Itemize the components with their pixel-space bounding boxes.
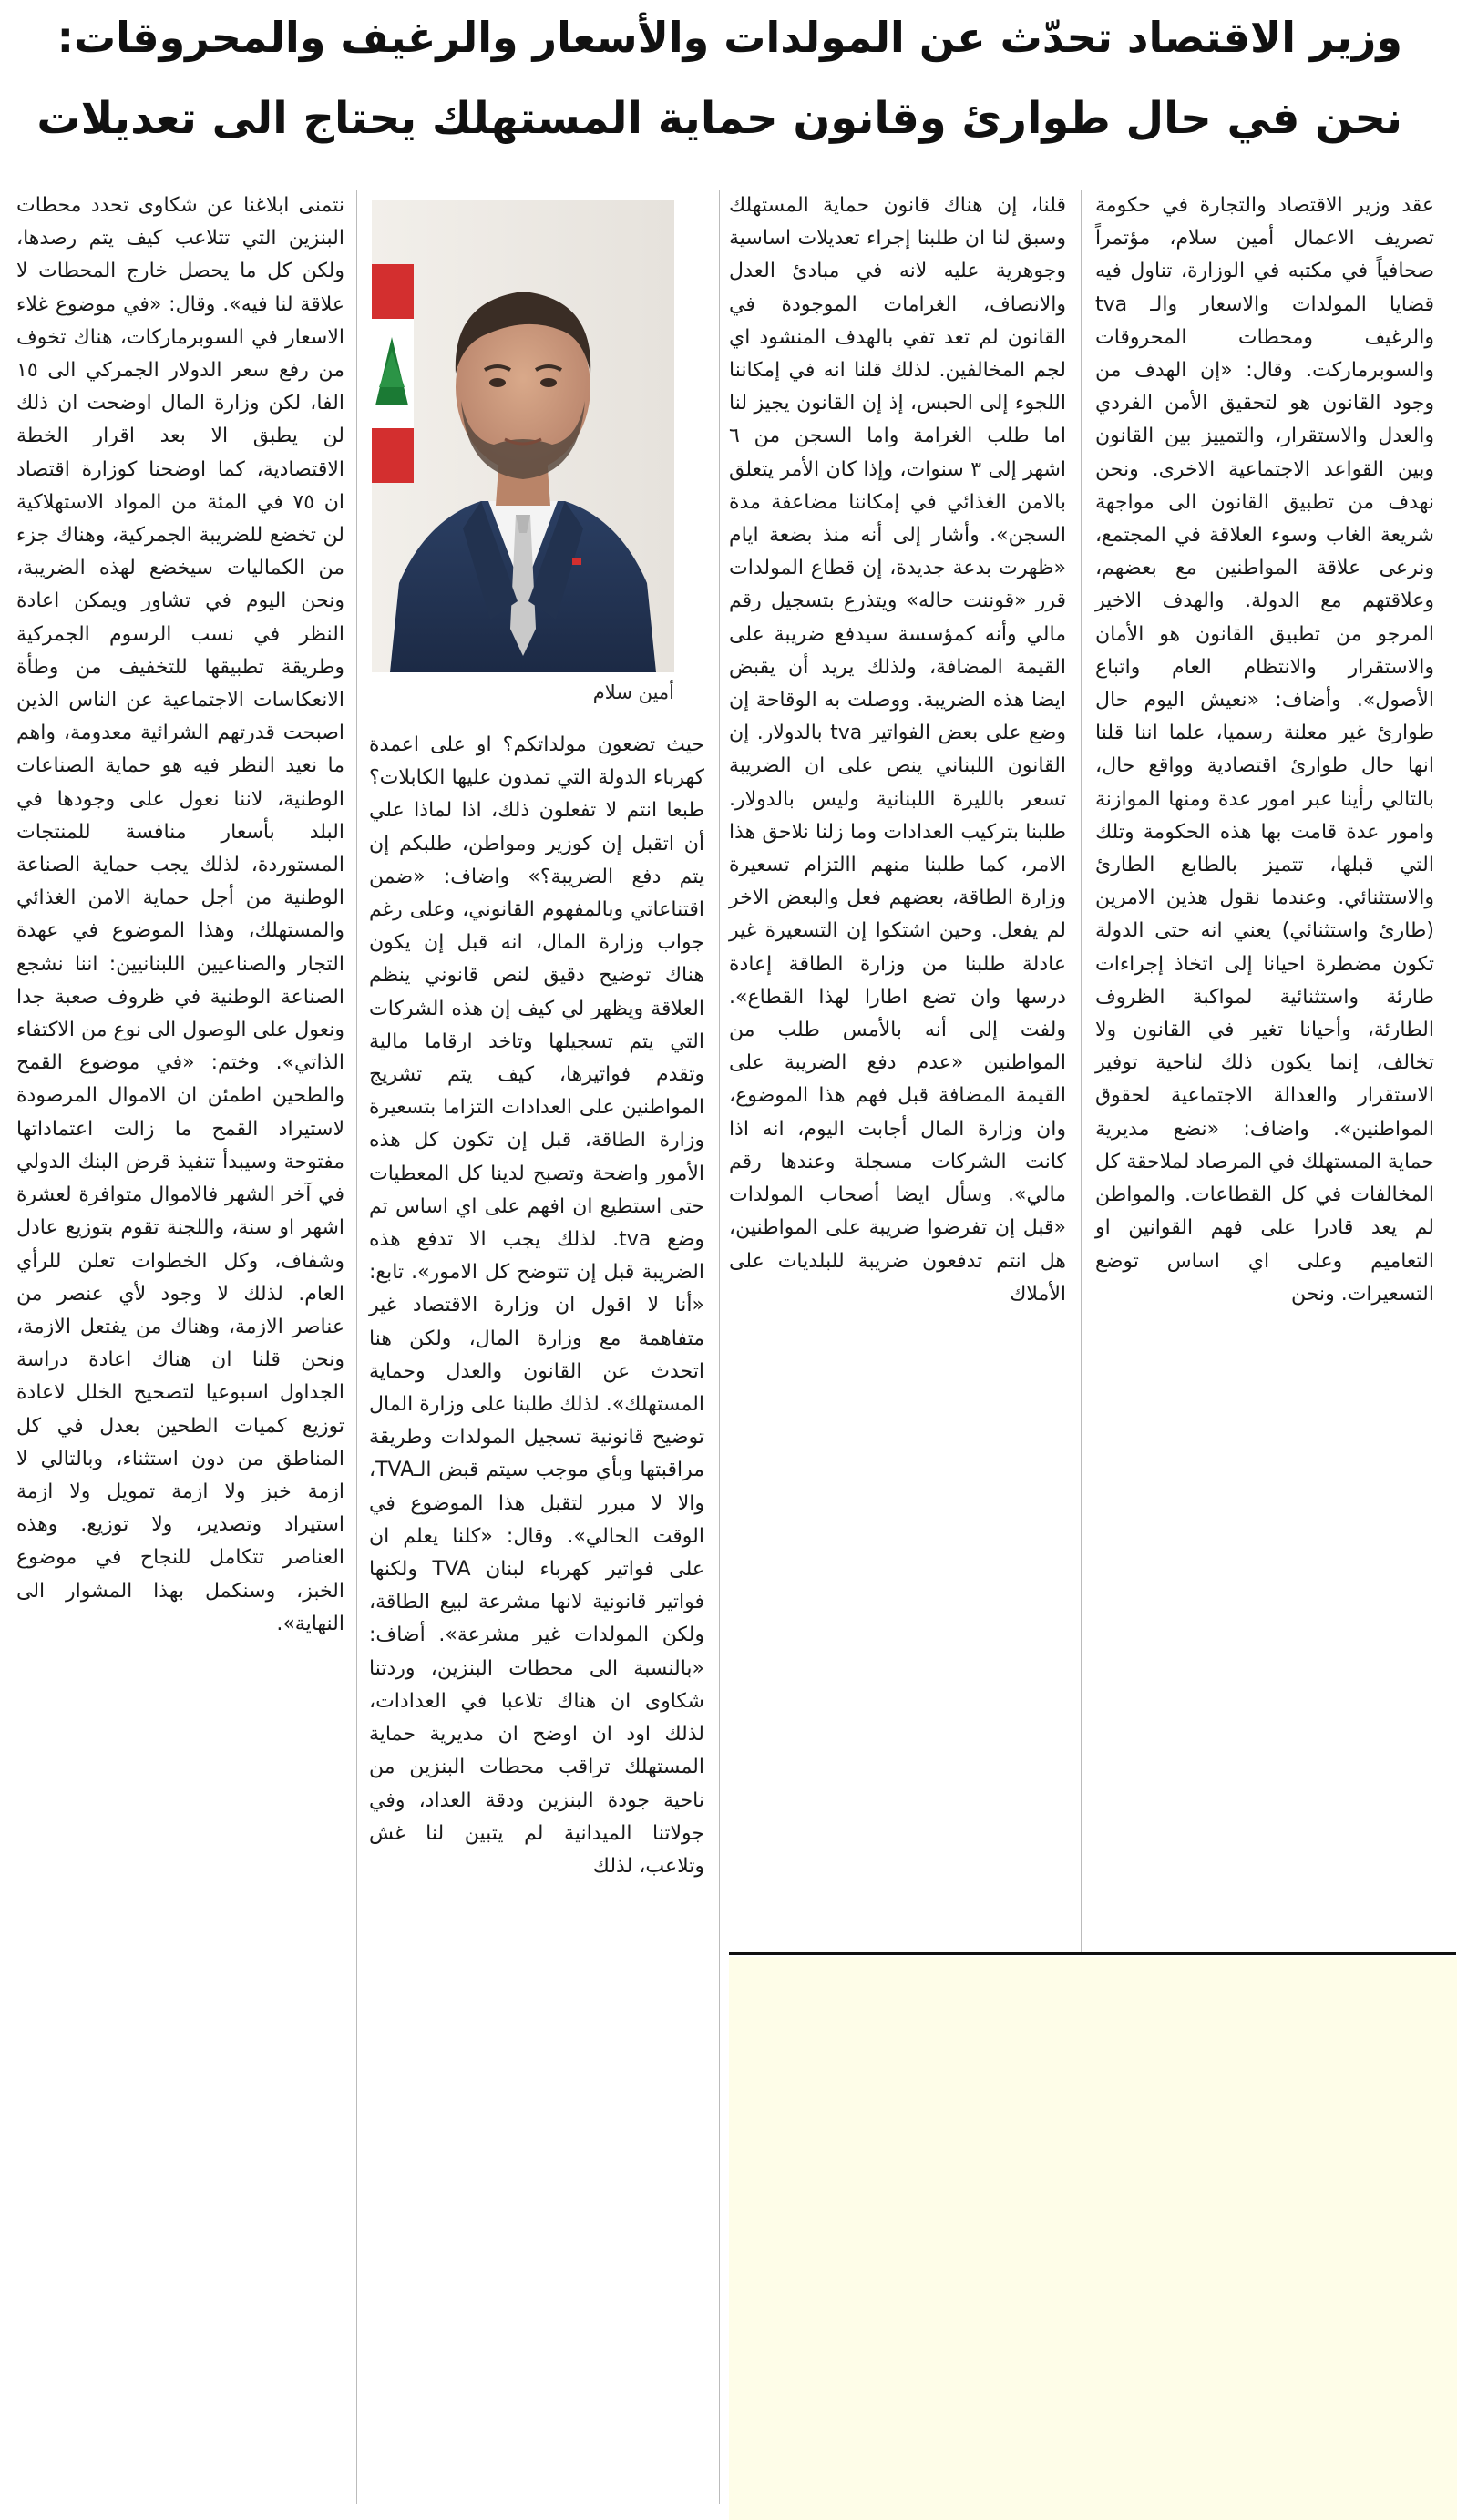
minister-portrait-photo — [372, 200, 674, 672]
photo-caption: أمين سلام — [592, 681, 674, 703]
article-column-4: نتمنى ابلاغنا عن شكاوى تحدد محطات البنزين التي تتلاعب كيف يتم رصدها، ولكن كل ما يحصل خارج المحطات لا علاقة لنا فيه». وقال: «في موضوع غلاء الاسعار في السوبرماركات، هناك تخوف من رفع سعر الدولار الجمركي الى ١٥ الفا، لكن وزارة المال اوضحت ان ذلك لن يطبق الا بعد اقرار الخطة الاقتصادية، كما اوضحنا كوزارة اقتصاد ان ٧٥ في المئة من المواد الاستهلاكية لن تخضع للضريبة الجمركية، وهناك جزء من الكماليات سيخضع لهذه الضريبة، ونحن اليوم في تشاور ويمكن اعادة النظر في نسب الرسوم الجمركية وطريقة تطبيقها للتخفيف من وطأة الانعكاسات الاجتماعية عن الناس الذين اصبحت قدرتهم الشرائية معدومة، واهم ما نعيد النظر فيه هو حماية الصناعات الوطنية، لاننا نعول على وجودها في البلد بأسعار منافسة للمنتجات المستوردة، لذلك يجب حماية الصناعة الوطنية من أجل حماية الامن الغذائي والمستهلك، وهذا الموضوع في عهدة التجار والصناعيين اللبنانيين: اننا نشجع الصناعة الوطنية في ظروف صعبة جدا ونعول على الوصول الى نوع من الاكتفاء الذاتي». وختم: «في موضوع القمح والطحين اطمئن ان الاموال المرصودة لاستيراد القمح ما زالت اعتماداتها مفتوحة وسيبدأ تنفيذ قرض البنك الدولي في آخر الشهر فالاموال متوافرة لعشرة اشهر او سنة، واللجنة تقوم بتوزيع عادل وشفاف، وكل الخطوات تعلن للرأي العام. لذلك لا وجود لأي عنصر من عناصر الازمة، وهناك من يفتعل الازمة، ونحن قلنا ان هناك اعادة دراسة الجداول اسبوعيا لتصحيح الخلل لاعادة توزيع كميات الطحين بعدل في كل المناطق من دون استثناء، وبالتالي لا ازمة خبز ولا ازمة تمويل ولا ازمة استيراد وتصدير، ولا توزيع. وهذه العناصر تتكامل للنجاح في موضوع الخبز، وسنكمل بهذا المشوار الى النهاية». — [16, 194, 344, 1635]
article-column-1: عقد وزير الاقتصاد والتجارة في حكومة تصريف الاعمال أمين سلام، مؤتمراً صحافياً في مكتبه في الوزارة، تناول فيه قضايا المولدات والاسعار والـ tva والرغيف ومحطات المحروقات والسوبرماركت. وقال: «إن الهدف من وجود القانون هو لتحقيق الأمن الفردي والعدل والاستقرار، والتمييز بين القانون وبين القواعد الاجتماعية الاخرى. ونحن نهدف من تطبيق القانون الى مواجهة شريعة الغاب وسوء العلاقة في المجتمع، ونرعى علاقة المواطنين مع بعضهم، وعلاقتهم مع الدولة. والهدف الاخير المرجو من تطبيق القانون هو الأمان والاستقرار والانتظام العام واتباع الأصول». وأضاف: «نعيش اليوم حال طوارئ غير معلنة رسميا، علما اننا قلنا انها حال طوارئ اقتصادية وواقع حال، بالتالي رأينا عبر امور عدة ومنها الموازنة وامور عدة قامت بها هذه الحكومة وتلك التي قبلها، تتميز بالطابع الطارئ والاستثنائي. وعندما نقول هذين الامرين (طارئ واستثنائي) يعني انه حتى الدولة تكون مضطرة احيانا إلى اتخاذ إجراءات طارئة واستثنائية لمواكبة الظروف الطارئة، وأحيانا تغير في القانون ولا تخالف، إنما يكون ذلك لناحية توفير الاستقرار والعدالة الاجتماعية لحقوق المواطنين». واضاف: «نضع مديرية حماية المستهلك في المرصاد لملاحقة كل المخالفات في كل القطاعات. والمواطن لم يعد قادرا على فهم القوانين او التعاميم وعلى اي اساس توضع التسعيرات. ونحن — [1095, 194, 1434, 1306]
empty-highlight-box — [729, 1957, 1457, 2520]
portrait-illustration — [372, 200, 674, 672]
lebanese-flag-icon — [372, 264, 414, 483]
column-divider — [719, 190, 720, 2504]
article-end-rule — [729, 1952, 1456, 1955]
article-column-3: حيث تضعون مولداتكم؟ او على اعمدة كهرباء الدولة التي تمدون عليها الكابلات؟ طبعا انتم لا تفعلون ذلك، اذا لماذا علي أن اتقبل إن كوزير ومواطن، طلبكم إن يتم دفع الضريبة؟» واضاف: «ضمن اقتناعاتي وبالمفهوم القانوني، وعلى رغم جواب وزارة المال، انه قبل إن يكون هناك توضيح دقيق لنص قانوني ينظم العلاقة ويظهر لي كيف إن هذه الشركات التي يتم تسجيلها وتاخد ارقاما مالية وتقدم فواتيرها، كيف يتم تشريج المواطنين على العدادات التزاما بتسعيرة وزارة الطاقة، قبل إن تكون كل هذه الأمور واضحة وتصبح لدينا كل المعطيات حتى استطيع ان افهم على اي اساس تم وضع tva. لذلك يجب الا تدفع هذه الضريبة قبل إن تتوضح كل الامور». تابع: «أنا لا اقول ان وزارة الاقتصاد غير متفاهمة مع وزارة المال، ولكن هنا اتحدث عن القانون والعدل وحماية المستهلك». لذلك طلبنا على وزارة المال توضيح قانونية تسجيل المولدات وطريقة مراقبتها وبأي موجب سيتم قبض الـTVA، والا لا مبرر لتقبل هذا الموضوع في الوقت الحالي». وقال: «كلنا يعلم ان على فواتير كهرباء لبنان TVA ولكنها فواتير قانونية لانها مشرعة لبيع الطاقة، ولكن المولدات غير مشرعة». أضاف: «بالنسبة الى محطات البنزين، وردتنا شكاوى ان هناك تلاعبا في العدادات، لذلك اود ان اوضح ان مديرية حماية المستهلك تراقب محطات البنزين من ناحية جودة البنزين ودقة العداد، وفي جولاتنا الميدانية لم يتبين لنا غش وتلاعب، لذلك — [369, 733, 704, 1878]
column-divider — [356, 190, 357, 2504]
headline-line-1: وزير الاقتصاد تحدّث عن المولدات والأسعار والرغيف والمحروقات: — [56, 13, 1402, 62]
article-column-2: قلنا، إن هناك قانون حماية المستهلك وسبق لنا ان طلبنا إجراء تعديلات اساسية وجوهرية عليه لانه في مبادئ العدل والانصاف، الغرامات الموجودة في القانون لم تعد تفي بالهدف المنشود اي لجم المخالفين. لذلك قلنا انه في إمكاننا اللجوء إلى الحبس، إذ إن القانون يجيز لنا اما طلب الغرامة واما السجن من ٦ اشهر إلى ٣ سنوات، وإذا كان الأمر يتعلق بالامن الغذائي في إمكاننا مضاعفة مدة السجن». وأشار إلى أنه منذ بضعة ايام «ظهرت بدعة جديدة، إن قطاع المولدات قرر «قوننت حاله» ويتذرع بتسجيل رقم مالي وأنه كمؤسسة سيدفع ضريبة على القيمة المضافة، ولذلك يريد أن يقبض ايضا هذه الضريبة. ووصلت به الوقاحة إن وضع على بعض الفواتير tva بالدولار. إن القانون اللبناني ينص على ان الضريبة تسعر بالليرة اللبنانية وليس بالدولار. طلبنا بتركيب العدادات وما زلنا نلاحق هذا الامر، كما طلبنا منهم االتزام تسعيرة وزارة الطاقة، بعضهم فعل والبعض الاخر لم يفعل. وحين اشتكوا إن التسعيرة غير عادلة طلبنا من وزارة الطاقة إعادة درسها وان تضع اطارا لهذا القطاع». ولفت إلى أنه بالأمس طلب من المواطنين «عدم دفع الضريبة على القيمة المضافة قبل فهم هذا الموضوع، وان وزارة المال أجابت اليوم، انه اذا كانت الشركات مسجلة وعندها رقم مالي». وسأل ايضا أصحاب المولدات «قبل إن تفرضوا ضريبة على المواطنين، هل انتم تدفعون ضريبة للبلديات على الأملاك — [729, 194, 1066, 1306]
column-divider — [1081, 190, 1082, 1952]
headline-line-2: نحن في حال طوارئ وقانون حماية المستهلك يحتاج الى تعديلات — [36, 93, 1402, 144]
